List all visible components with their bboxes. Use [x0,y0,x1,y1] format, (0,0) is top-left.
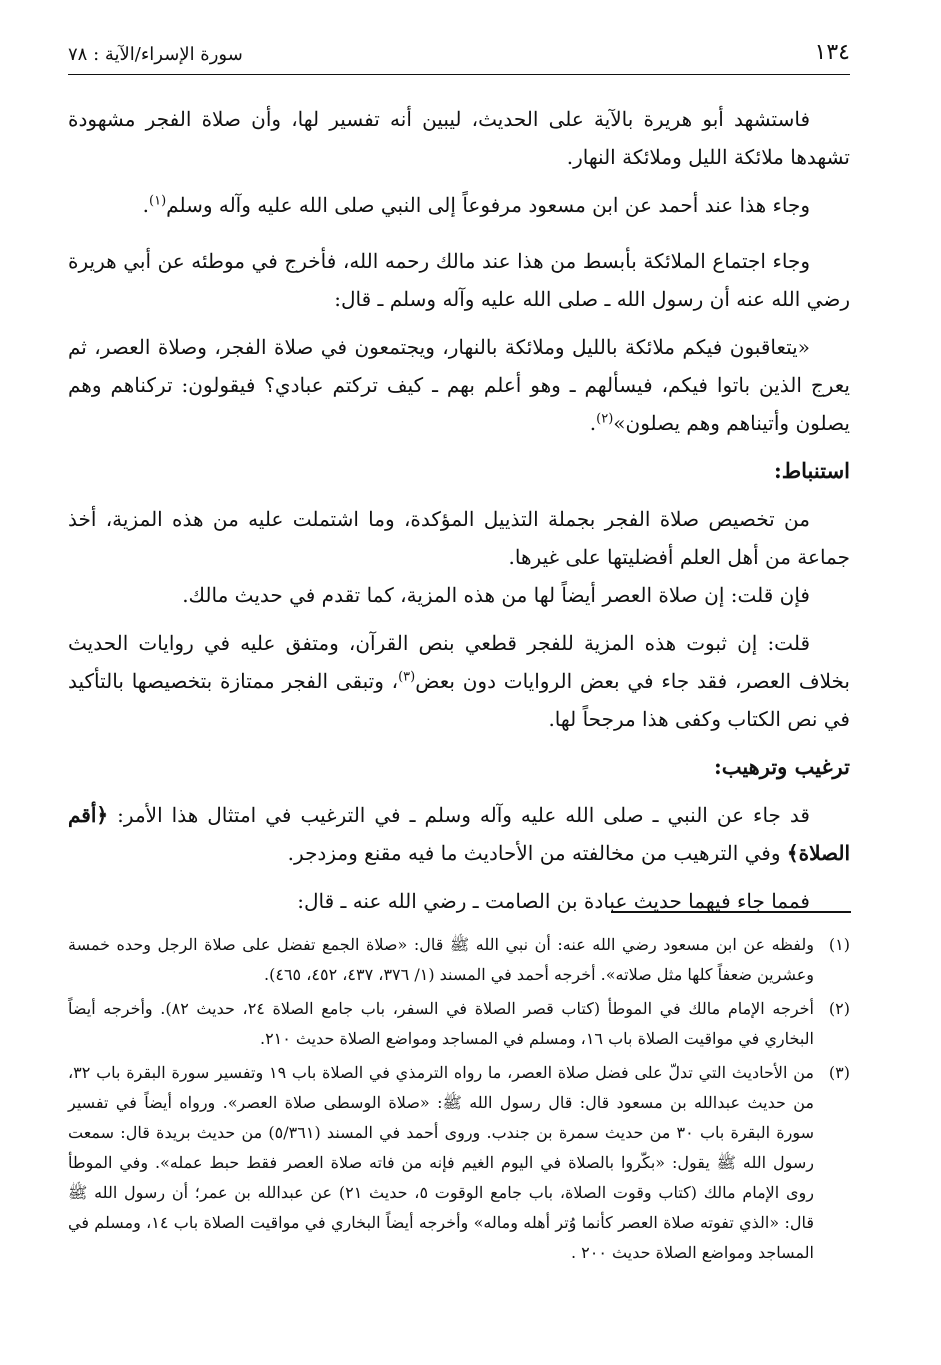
paragraph-5: من تخصيص صلاة الفجر بجملة التذييل المؤكدة، وما اشتملت عليه من هذه المزية، أخذ جماعة من أهل العلم أفضليتها على غيرها. [68,507,850,569]
section-heading-istinbat: استنباط: [773,458,850,483]
footnote [68,930,850,990]
footnote-number: (٢) [828,999,850,1018]
hadith-quote-end: . [589,411,597,435]
paragraph-7-text-b: ، وتبقى الفجر ممتازة بتخصيصها بالتأكيد في نص الكتاب وكفى هذا مرجحاً لها. [68,669,850,731]
hadith-quote [68,328,850,442]
footnote-number: (٣) [828,1063,850,1082]
paragraph-6: فإن قلت: إن صلاة العصر أيضاً لها من هذه المزية، كما تقدم في حديث مالك. [182,583,810,607]
running-title: سورة الإسراء/الآية : ٧٨ [68,44,243,65]
footnotes [68,930,850,1272]
paragraph-2-text: وجاء هذا عند أحمد عن ابن مسعود مرفوعاً إلى النبي صلى الله عليه وآله وسلم [166,193,810,217]
footnote [68,1058,850,1268]
page-header [68,38,850,75]
footnote-ref-1: (١) [149,193,167,209]
paragraph-7-text-a: قلت: إن ثبوت هذه المزية للفجر قطعي بنص القرآن، ومتفق عليه في روايات الحديث بخلاف العصر، فقد جاء في بعض الروايات دون بعض [68,631,850,693]
paragraph-2 [68,186,850,224]
paragraph-1: فاستشهد أبو هريرة بالآية على الحديث، ليبين أنه تفسير لها، وأن صلاة الفجر مشهودة تشهدها ملائكة الليل وملائكة النهار. [68,107,850,169]
footnote [68,994,850,1054]
footnote-ref-2: (٢) [596,411,614,427]
footnote-text: من الأحاديث التي تدلّ على فضل صلاة العصر، ما رواه الترمذي في الصلاة باب ١٩ وتفسير سورة البقرة باب ٣٢، من حديث عبدالله بن مسعود قال: قال رسول الله ﷺ: «صلاة الوسطى صلاة العصر». ورواه أيضاً في تفسير سورة البقرة باب ٣٠ من حديث سمرة بن جندب. وروى أحمد في المسند (٥/٣٦١) من حديث بريدة قال: سمعت رسول الله ﷺ يقول: «بكّروا بالصلاة في اليوم الغيم فإنه من فاته صلاة العصر فقط حبط عمله». وفي الموطأ روى الإمام مالك (كتاب وقوت الصلاة، باب جامع الوقوت ٥، حديث ٢١) عن عبدالله بن عمر؛ أن رسول الله ﷺ قال: «الذي تفوته صلاة العصر كأنما وُتر أهله وماله» وأخرجه أيضاً البخاري في مواقيت الصلاة باب ١٤، ومسلم في المساجد ومواضع الصلاة حديث ٢٠٠ . [68,1063,815,1262]
footnote-number: (١) [828,935,850,954]
footnote-ref-3: (٣) [398,669,416,685]
hadith-quote-text: «يتعاقبون فيكم ملائكة بالليل وملائكة بالنهار، ويجتمعون في صلاة الفجر، وصلاة العصر، ثم يعرج الذين باتوا فيكم، فيسألهم ـ وهو أعلم بهم ـ كيف تركتم عبادي؟ فيقولون: تركناهم وهم يصلون وأتيناهم وهم يصلون» [68,335,850,435]
quran-quote: ﴿أقم الصلاة﴾ [68,803,850,865]
paragraph-7 [68,624,850,738]
paragraph-8 [68,796,850,872]
main-text [68,100,850,930]
footnote-text: ولفظه عن ابن مسعود رضي الله عنه: أن نبي الله ﷺ قال: «صلاة الجمع تفضل على صلاة الرجل وحده خمسة وعشرين ضعفاً كلها مثل صلاته». أخرجه أحمد في المسند (١/ ٣٧٦، ٤٣٧، ٤٥٢، ٤٦٥). [68,935,814,984]
section-heading-targhib: ترغيب وترهيب: [713,754,850,779]
paragraph-8-text-a: قد جاء عن النبي ـ صلى الله عليه وآله وسلم ـ في الترغيب في امتثال هذا الأمر: [108,803,810,827]
footnote-text: أخرجه الإمام مالك في الموطأ (كتاب قصر الصلاة في السفر، باب جامع الصلاة ٢٤، حديث ٨٢). وأخرجه أيضاً البخاري في مواقيت الصلاة باب ١٦، ومسلم في المساجد ومواضع الصلاة حديث ٢١٠. [68,999,814,1048]
footnote-divider [611,911,851,913]
paragraph-2-end: . [142,193,149,217]
paragraph-3: وجاء اجتماع الملائكة بأبسط من هذا عند مالك رحمه الله، فأخرج في موطئه عن أبي هريرة رضي الله عنه أن رسول الله ـ صلى الله عليه وآله وسلم ـ قال: [68,249,850,311]
paragraph-8-text-b: وفي الترهيب من مخالفته من الأحاديث ما فيه مقنع ومزدجر. [287,841,787,865]
paragraph-9: فمما جاء فيهما حديث عبادة بن الصامت ـ رضي الله عنه ـ قال: [297,889,810,913]
page-number: ١٣٤ [814,40,850,65]
